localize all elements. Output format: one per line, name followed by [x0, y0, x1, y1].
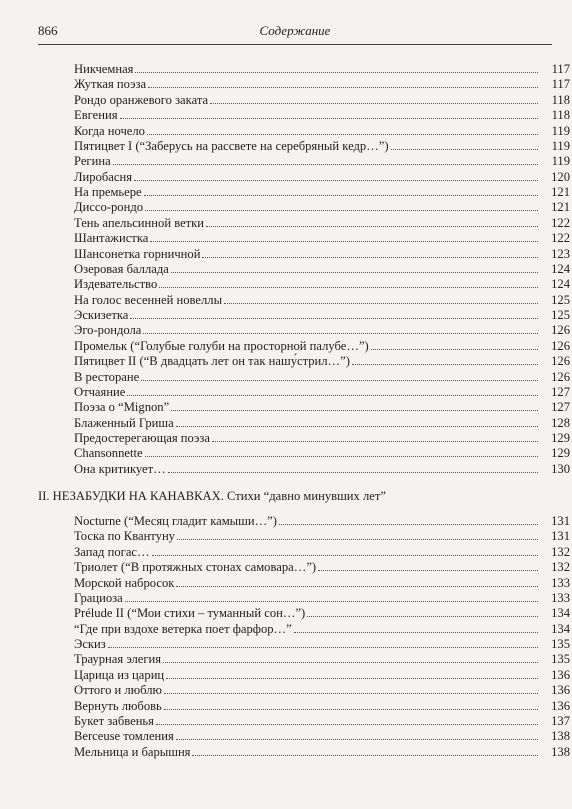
- toc-entry: [74, 606, 570, 621]
- toc-entry-page: 133: [551, 590, 570, 605]
- toc-entry: [74, 370, 570, 385]
- dot-leader: [202, 256, 538, 258]
- dot-leader: [164, 708, 538, 710]
- toc-entry-title: Диссо-рондо: [74, 200, 144, 215]
- toc-entry-title: Вернуть любовь: [74, 698, 162, 713]
- toc-entry-title: Шантажистка: [74, 231, 149, 246]
- toc-entry-title: Оттого и люблю: [74, 683, 162, 698]
- toc-entry: [74, 400, 570, 415]
- toc-entry-title: Морской набросок: [74, 575, 175, 590]
- toc-entry-title: Эго-рондола: [74, 323, 142, 338]
- toc-entry-title: Тоска по Квантуну: [74, 529, 175, 544]
- toc-entry-title: Nocturne (“Месяц гладит камыши…”): [74, 514, 277, 528]
- dot-leader: [156, 723, 538, 725]
- toc-entry-title: Промельк (“Голубые голуби на просторной палубе…”): [74, 338, 369, 353]
- toc-entry: [74, 745, 570, 760]
- toc-entry-title: Chansonnette: [74, 446, 143, 461]
- dot-leader: [294, 631, 538, 633]
- toc-entry: [74, 170, 570, 185]
- toc-entry-page: 119: [551, 123, 570, 138]
- toc-entry-title: Лиробасня: [74, 169, 132, 184]
- toc-entry-page: 124: [551, 277, 570, 292]
- toc-entry-page: 129: [551, 446, 570, 461]
- toc-entry-page: 126: [551, 338, 570, 353]
- dot-leader: [144, 194, 538, 196]
- dot-leader: [177, 538, 538, 540]
- toc-entry-page: 138: [551, 744, 570, 759]
- dot-leader: [391, 148, 538, 150]
- toc-entry-title: В ресторане: [74, 369, 140, 384]
- toc-entry-page: 136: [551, 683, 570, 698]
- dot-leader: [176, 738, 538, 740]
- toc-entry: [74, 514, 570, 529]
- toc-entry-title: Царица из цариц: [74, 667, 165, 682]
- toc-entry-title: Запад погас…: [74, 544, 150, 559]
- toc-entry-page: 136: [551, 698, 570, 713]
- toc-entry-title: Эскиз: [74, 637, 106, 651]
- page-number: 866: [38, 23, 58, 38]
- toc-entry: [74, 231, 570, 246]
- toc-entry-title: Она критикует…: [74, 461, 166, 476]
- toc-entry: [74, 385, 570, 400]
- toc-entry-page: 127: [551, 400, 570, 415]
- toc-entry: [74, 446, 570, 461]
- toc-entry: [74, 185, 570, 200]
- toc-entry-title: Евгения: [74, 108, 118, 123]
- toc-entry-title: Озеровая баллада: [74, 261, 169, 276]
- toc-entry-page: 132: [551, 544, 570, 559]
- dot-leader: [318, 569, 538, 571]
- toc-entry-page: 135: [551, 637, 570, 651]
- toc-entry-page: 126: [551, 354, 570, 369]
- dot-leader: [168, 471, 538, 473]
- toc-entry: [74, 293, 570, 308]
- toc-entry: [74, 154, 570, 169]
- dot-leader: [134, 179, 538, 181]
- toc-entry-title: Предостерегающая поэза: [74, 431, 210, 445]
- toc-entry-page: 119: [551, 138, 570, 153]
- dot-leader: [206, 225, 538, 227]
- toc-entry-page: 122: [551, 231, 570, 246]
- toc-entry-page: 137: [551, 713, 570, 728]
- toc-entry: [74, 529, 570, 544]
- toc-entry: [74, 622, 570, 637]
- toc-entry: [74, 247, 570, 262]
- toc-entry: [74, 339, 570, 354]
- dot-leader: [171, 271, 538, 273]
- toc-entry-page: 120: [551, 169, 570, 184]
- toc-entry: [74, 262, 570, 277]
- page-header: [38, 22, 552, 44]
- toc-entry-page: 126: [551, 369, 570, 384]
- toc-entry: [74, 216, 570, 231]
- toc-entry-page: 125: [551, 292, 570, 307]
- dot-leader: [141, 379, 538, 381]
- dot-leader: [176, 425, 538, 427]
- dot-leader: [150, 240, 538, 242]
- toc-entry-page: 133: [551, 575, 570, 590]
- toc-entry: [74, 323, 570, 338]
- dot-leader: [176, 585, 538, 587]
- dot-leader: [171, 409, 538, 411]
- toc-entry-title: Триолет (“В протяжных стонах самовара…”): [74, 560, 317, 575]
- toc-entry-title: На голос весенней новеллы: [74, 292, 223, 307]
- toc-entry: [74, 714, 570, 729]
- toc-entry-page: 136: [551, 667, 570, 682]
- toc-entry-title: Регина: [74, 154, 111, 169]
- dot-leader: [127, 394, 538, 396]
- toc-entry-title: Отчаяние: [74, 384, 126, 399]
- toc-entry-page: 119: [551, 154, 570, 169]
- dot-leader: [371, 348, 538, 350]
- toc-entry-page: 135: [551, 652, 570, 667]
- toc-entry-title: Prélude II (“Мои стихи – туманный сон…”): [74, 606, 306, 621]
- toc-entry-page: 127: [551, 384, 570, 399]
- toc-entry-page: 128: [551, 415, 570, 430]
- toc-entry: [74, 93, 570, 108]
- toc-entry-page: 122: [551, 215, 570, 230]
- toc-entry-title: Berceuse томления: [74, 729, 174, 744]
- toc-entry: [74, 277, 570, 292]
- toc-entry: [74, 462, 570, 477]
- dot-leader: [113, 163, 538, 165]
- toc-entry-title: Эскизетка: [74, 308, 129, 322]
- toc-entry-page: 131: [551, 529, 570, 544]
- toc-entry-page: 123: [551, 246, 570, 261]
- toc-entry-page: 121: [551, 185, 570, 199]
- toc-entry-title: Рондо оранжевого заката: [74, 92, 209, 107]
- toc-entry-page: 118: [551, 92, 570, 107]
- dot-leader: [120, 117, 538, 119]
- toc-entry-page: 118: [551, 108, 570, 123]
- toc-entry-page: 134: [551, 621, 570, 636]
- dot-leader: [143, 332, 538, 334]
- toc-entry-page: 125: [551, 308, 570, 322]
- toc-entry-title: Пятицвет I (“Заберусь на рассвете на серебряный кедр…”): [74, 138, 389, 153]
- dot-leader: [130, 317, 538, 319]
- toc-entry: [74, 699, 570, 714]
- dot-leader: [152, 554, 538, 556]
- dot-leader: [145, 209, 538, 211]
- toc-list-part2: [74, 514, 570, 760]
- toc-entry-page: 129: [551, 431, 570, 445]
- dot-leader: [307, 615, 538, 617]
- toc-entry: [74, 576, 570, 591]
- toc-entry-title: Жуткая поэза: [74, 77, 147, 92]
- toc-entry-title: Грациоза: [74, 590, 123, 605]
- dot-leader: [159, 286, 538, 288]
- dot-leader: [192, 754, 538, 756]
- toc-entry: [74, 354, 570, 369]
- toc-entry-page: 117: [551, 77, 570, 92]
- toc-entry: [74, 683, 570, 698]
- toc-entry: [74, 637, 570, 652]
- toc-entry-title: Букет забвенья: [74, 713, 154, 728]
- toc-entry: [74, 545, 570, 560]
- toc-entry-title: Блаженный Гриша: [74, 415, 174, 430]
- toc-entry: [74, 729, 570, 744]
- running-title: Содержание: [259, 23, 331, 38]
- toc-entry-title: Шансонетка горничной: [74, 246, 201, 261]
- toc-entry-page: 126: [551, 323, 570, 338]
- toc-entry: [74, 124, 570, 139]
- toc-entry: [74, 431, 570, 446]
- dot-leader: [352, 363, 538, 365]
- toc-entry-page: 138: [551, 729, 570, 744]
- dot-leader: [125, 600, 538, 602]
- toc-entry: [74, 416, 570, 431]
- dot-leader: [279, 523, 538, 525]
- toc-entry-title: Тень апельсинной ветки: [74, 215, 205, 230]
- toc-entry: [74, 62, 570, 77]
- toc-entry: [74, 560, 570, 575]
- toc-entry: [74, 108, 570, 123]
- toc-entry-page: 134: [551, 606, 570, 621]
- dot-leader: [108, 646, 538, 648]
- toc-entry-title: Пятицвет II (“В двадцать лет он так нашу́стрил…”): [74, 354, 350, 369]
- toc-entry: [74, 652, 570, 667]
- toc-entry-title: Мельница и барышня: [74, 744, 191, 759]
- header-rule: [38, 44, 552, 45]
- toc-entry-page: 121: [551, 200, 570, 215]
- toc-entry: [74, 591, 570, 606]
- toc-entry-page: 117: [551, 62, 570, 76]
- dot-leader: [163, 661, 538, 663]
- toc-entry-title: Никчемная: [74, 62, 134, 76]
- toc-entry: [74, 308, 570, 323]
- toc-entry-title: Когда ночело: [74, 123, 145, 138]
- toc-entry: [74, 139, 570, 154]
- toc-entry-title: Поэза о “Mignon”: [74, 400, 170, 415]
- toc-entry-title: “Где при вздохе ветерка поет фарфор…”: [74, 621, 292, 636]
- toc-entry-page: 131: [551, 514, 570, 528]
- toc-entry-page: 132: [551, 560, 570, 575]
- toc-entry: [74, 200, 570, 215]
- toc-list-part1: [74, 62, 570, 477]
- toc-entry: [74, 668, 570, 683]
- dot-leader: [166, 677, 538, 679]
- toc-entry-page: 130: [551, 461, 570, 476]
- dot-leader: [212, 440, 538, 442]
- section-heading: II. НЕЗАБУДКИ НА КАНАВКАХ. Стихи “давно минувших лет”: [38, 489, 386, 503]
- dot-leader: [164, 692, 538, 694]
- dot-leader: [210, 102, 538, 104]
- toc-entry-page: 124: [551, 261, 570, 276]
- toc-entry: [74, 77, 570, 92]
- toc-entry-title: Издевательство: [74, 277, 158, 292]
- toc-entry-title: Траурная элегия: [74, 652, 162, 667]
- dot-leader: [145, 455, 538, 457]
- dot-leader: [148, 86, 538, 88]
- dot-leader: [224, 302, 538, 304]
- dot-leader: [135, 71, 538, 73]
- dot-leader: [147, 133, 538, 135]
- toc-entry-title: На премьере: [74, 185, 142, 199]
